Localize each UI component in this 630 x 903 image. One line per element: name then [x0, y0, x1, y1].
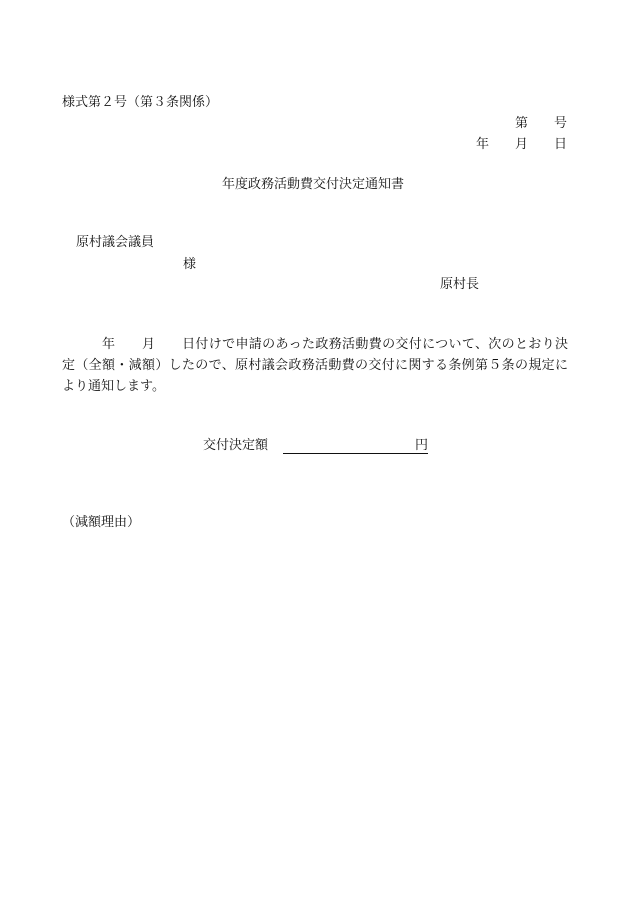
amount-unit: 円 — [414, 438, 428, 453]
issue-date: 年 月 日 — [475, 137, 567, 152]
amount-blank-field — [283, 439, 428, 454]
document-title: 年度政務活動費交付決定通知書 — [222, 177, 405, 192]
amount-label: 交付決定額 — [203, 438, 269, 453]
recipient-title: 原村議会議員 — [76, 235, 155, 250]
body-line-3: より通知します。 — [62, 379, 165, 394]
document-number: 第 号 — [514, 116, 567, 131]
sender-name: 原村長 — [440, 277, 480, 292]
body-line-1: 年 月 日付けで申請のあった政務活動費の交付について、次のとおり決 — [62, 337, 568, 352]
reduction-reason-label: （減額理由） — [62, 515, 141, 530]
body-line-2: 定（全額・減額）したので、原村議会政務活動費の交付に関する条例第５条の規定に — [62, 358, 568, 373]
form-number: 様式第２号（第３条関係） — [62, 95, 219, 110]
recipient-honorific: 様 — [183, 257, 197, 272]
